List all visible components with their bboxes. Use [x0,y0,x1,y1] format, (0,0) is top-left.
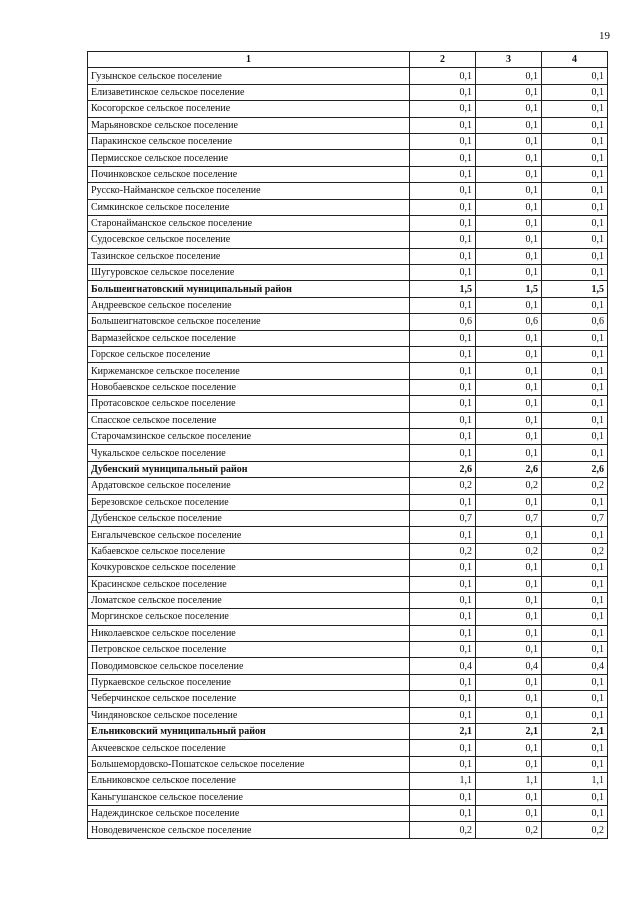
table-header-row [88,52,608,68]
row-name-cell: Чукальское сельское поселение [88,445,410,461]
row-value-col2: 0,1 [410,592,476,608]
row-value-col4: 0,1 [542,625,608,641]
row-value-col4: 0,1 [542,805,608,821]
row-name-cell: Каньгушанское сельское поселение [88,789,410,805]
row-value-col4: 0,1 [542,232,608,248]
row-value-col2: 0,1 [410,494,476,510]
row-name-cell: Андреевское сельское поселение [88,297,410,313]
row-value-col3: 0,1 [476,330,542,346]
table-row [88,773,608,789]
row-value-col3: 0,1 [476,625,542,641]
row-value-col2: 0,2 [410,478,476,494]
row-value-col4: 0,1 [542,248,608,264]
row-name-cell: Ардатовское сельское поселение [88,478,410,494]
table-row [88,84,608,100]
row-name-cell: Петровское сельское поселение [88,642,410,658]
table-row [88,396,608,412]
table-row [88,740,608,756]
row-value-col2: 0,1 [410,379,476,395]
row-value-col2: 0,1 [410,265,476,281]
district-row [88,724,608,740]
row-name-cell: Старонайманское сельское поселение [88,215,410,231]
row-value-col4: 0,2 [542,822,608,838]
row-value-col2: 0,1 [410,707,476,723]
table-row [88,133,608,149]
row-value-col3: 0,2 [476,543,542,559]
row-value-col2: 0,1 [410,330,476,346]
column-header-2: 2 [410,52,476,68]
row-value-col3: 0,1 [476,445,542,461]
row-name-cell: Кочкуровское сельское поселение [88,560,410,576]
row-value-col2: 0,1 [410,297,476,313]
row-value-col4: 0,1 [542,691,608,707]
row-value-col4: 0,1 [542,707,608,723]
row-value-col2: 0,1 [410,805,476,821]
row-value-col3: 0,1 [476,560,542,576]
row-value-col3: 0,1 [476,133,542,149]
row-value-col2: 0,1 [410,183,476,199]
row-value-col4: 2,1 [542,724,608,740]
row-name-cell: Акчеевское сельское поселение [88,740,410,756]
row-value-col4: 0,1 [542,133,608,149]
table-row [88,412,608,428]
row-value-col4: 0,1 [542,592,608,608]
row-value-col4: 0,1 [542,183,608,199]
table-row [88,330,608,346]
table-row [88,68,608,84]
row-value-col4: 0,1 [542,428,608,444]
row-value-col3: 0,1 [476,150,542,166]
table-row [88,117,608,133]
row-name-cell: Чеберчинское сельское поселение [88,691,410,707]
row-value-col3: 0,1 [476,347,542,363]
row-value-col2: 0,7 [410,510,476,526]
row-value-col4: 0,1 [542,347,608,363]
row-name-cell: Чиндяновское сельское поселение [88,707,410,723]
table-row [88,248,608,264]
row-value-col4: 0,2 [542,478,608,494]
row-value-col4: 1,5 [542,281,608,297]
row-value-col4: 0,1 [542,379,608,395]
row-name-cell: Ломатское сельское поселение [88,592,410,608]
row-name-cell: Дубенский муниципальный район [88,461,410,477]
row-name-cell: Шугуровское сельское поселение [88,265,410,281]
row-name-cell: Большеигнатовский муниципальный район [88,281,410,297]
row-value-col2: 0,1 [410,789,476,805]
table-row [88,265,608,281]
district-row [88,461,608,477]
row-value-col4: 0,1 [542,265,608,281]
row-value-col4: 1,1 [542,773,608,789]
row-value-col2: 0,1 [410,674,476,690]
row-value-col2: 0,1 [410,68,476,84]
row-value-col4: 0,1 [542,494,608,510]
row-value-col2: 0,1 [410,232,476,248]
row-value-col3: 0,1 [476,297,542,313]
row-value-col4: 0,1 [542,527,608,543]
row-value-col4: 0,1 [542,297,608,313]
table-row [88,215,608,231]
row-value-col3: 0,1 [476,101,542,117]
table-row [88,642,608,658]
row-value-col3: 0,1 [476,379,542,395]
row-value-col3: 0,1 [476,166,542,182]
row-value-col4: 0,1 [542,199,608,215]
table-row [88,428,608,444]
row-name-cell: Протасовское сельское поселение [88,396,410,412]
row-value-col4: 0,1 [542,215,608,231]
table-row [88,510,608,526]
row-value-col2: 0,1 [410,215,476,231]
table-row [88,560,608,576]
row-value-col2: 0,1 [410,560,476,576]
row-value-col4: 0,4 [542,658,608,674]
row-value-col3: 0,1 [476,609,542,625]
row-value-col3: 2,6 [476,461,542,477]
row-value-col2: 0,1 [410,412,476,428]
row-value-col4: 0,1 [542,166,608,182]
row-value-col3: 1,1 [476,773,542,789]
row-value-col2: 0,1 [410,625,476,641]
table-row [88,379,608,395]
row-value-col2: 1,5 [410,281,476,297]
row-name-cell: Поводимовское сельское поселение [88,658,410,674]
row-value-col4: 0,1 [542,101,608,117]
row-value-col3: 0,1 [476,183,542,199]
row-value-col3: 0,1 [476,428,542,444]
row-value-col4: 0,1 [542,674,608,690]
row-value-col3: 0,1 [476,642,542,658]
row-value-col3: 0,6 [476,314,542,330]
row-value-col3: 0,4 [476,658,542,674]
row-value-col4: 0,7 [542,510,608,526]
row-value-col4: 0,1 [542,150,608,166]
row-value-col3: 0,1 [476,691,542,707]
row-value-col4: 0,1 [542,84,608,100]
row-value-col2: 0,1 [410,84,476,100]
row-value-col4: 0,1 [542,609,608,625]
row-name-cell: Починковское сельское поселение [88,166,410,182]
table-row [88,314,608,330]
row-value-col3: 0,1 [476,232,542,248]
row-name-cell: Судосевское сельское поселение [88,232,410,248]
row-name-cell: Надеждинское сельское поселение [88,805,410,821]
row-name-cell: Ельниковский муниципальный район [88,724,410,740]
row-value-col2: 0,1 [410,101,476,117]
row-value-col2: 0,1 [410,740,476,756]
row-value-col3: 0,2 [476,478,542,494]
table-row [88,232,608,248]
row-value-col3: 0,1 [476,576,542,592]
row-name-cell: Кабаевское сельское поселение [88,543,410,559]
row-value-col2: 2,1 [410,724,476,740]
row-value-col2: 2,6 [410,461,476,477]
row-name-cell: Николаевское сельское поселение [88,625,410,641]
row-value-col3: 0,2 [476,822,542,838]
table-row [88,822,608,838]
table-row [88,805,608,821]
data-table [87,51,608,839]
row-value-col4: 0,1 [542,412,608,428]
row-value-col2: 0,1 [410,133,476,149]
table-body [88,68,608,838]
table-row [88,707,608,723]
row-name-cell: Пермисское сельское поселение [88,150,410,166]
table-row [88,658,608,674]
row-value-col4: 0,1 [542,642,608,658]
row-value-col3: 0,1 [476,84,542,100]
row-name-cell: Старочамзинское сельское поселение [88,428,410,444]
row-value-col3: 0,1 [476,592,542,608]
row-name-cell: Елизаветинское сельское поселение [88,84,410,100]
row-name-cell: Симкинское сельское поселение [88,199,410,215]
row-value-col3: 0,1 [476,756,542,772]
row-name-cell: Пуркаевское сельское поселение [88,674,410,690]
row-value-col2: 0,4 [410,658,476,674]
row-value-col3: 1,5 [476,281,542,297]
table-row [88,592,608,608]
row-value-col4: 0,1 [542,363,608,379]
row-value-col2: 0,1 [410,347,476,363]
row-value-col2: 0,1 [410,642,476,658]
row-name-cell: Дубенское сельское поселение [88,510,410,526]
row-value-col2: 0,1 [410,166,476,182]
table-row [88,150,608,166]
row-value-col2: 0,1 [410,117,476,133]
row-value-col4: 0,1 [542,560,608,576]
row-name-cell: Новобаевское сельское поселение [88,379,410,395]
row-value-col4: 0,2 [542,543,608,559]
row-value-col2: 0,1 [410,691,476,707]
table-row [88,445,608,461]
district-row [88,281,608,297]
row-value-col3: 0,1 [476,265,542,281]
row-value-col3: 0,1 [476,740,542,756]
table-row [88,527,608,543]
row-name-cell: Косогорское сельское поселение [88,101,410,117]
row-name-cell: Спасское сельское поселение [88,412,410,428]
row-value-col4: 0,1 [542,576,608,592]
page-number: 19 [599,30,610,42]
row-value-col2: 0,6 [410,314,476,330]
table-row [88,674,608,690]
row-value-col4: 0,1 [542,396,608,412]
row-value-col4: 0,1 [542,330,608,346]
row-value-col3: 0,1 [476,674,542,690]
row-value-col3: 0,1 [476,396,542,412]
row-value-col3: 0,1 [476,527,542,543]
row-value-col4: 0,1 [542,68,608,84]
row-value-col3: 0,1 [476,494,542,510]
row-value-col4: 0,1 [542,445,608,461]
row-name-cell: Ельниковское сельское поселение [88,773,410,789]
row-value-col2: 0,1 [410,396,476,412]
table-row [88,691,608,707]
table-row [88,347,608,363]
row-name-cell: Новодевиченское сельское поселение [88,822,410,838]
row-name-cell: Паракинское сельское поселение [88,133,410,149]
table-row [88,494,608,510]
column-header-3: 3 [476,52,542,68]
table-row [88,101,608,117]
row-value-col2: 0,1 [410,150,476,166]
row-value-col4: 0,1 [542,756,608,772]
row-value-col3: 0,7 [476,510,542,526]
row-value-col4: 2,6 [542,461,608,477]
row-value-col3: 0,1 [476,412,542,428]
row-value-col2: 0,1 [410,576,476,592]
row-value-col3: 0,1 [476,117,542,133]
row-value-col2: 0,1 [410,527,476,543]
row-name-cell: Тазинское сельское поселение [88,248,410,264]
row-value-col3: 0,1 [476,199,542,215]
row-value-col4: 0,1 [542,117,608,133]
row-name-cell: Русско-Найманское сельское поселение [88,183,410,199]
table-row [88,478,608,494]
row-name-cell: Гузынское сельское поселение [88,68,410,84]
row-value-col4: 0,6 [542,314,608,330]
row-name-cell: Марьяновское сельское поселение [88,117,410,133]
row-value-col3: 0,1 [476,789,542,805]
row-name-cell: Вармазейское сельское поселение [88,330,410,346]
row-name-cell: Березовское сельское поселение [88,494,410,510]
row-value-col2: 0,1 [410,199,476,215]
row-value-col2: 0,2 [410,543,476,559]
row-value-col2: 0,1 [410,756,476,772]
row-value-col4: 0,1 [542,789,608,805]
row-value-col2: 0,1 [410,609,476,625]
table-row [88,543,608,559]
table-row [88,789,608,805]
table-row [88,363,608,379]
row-name-cell: Енгалычевское сельское поселение [88,527,410,543]
row-value-col2: 0,1 [410,445,476,461]
row-value-col2: 0,1 [410,428,476,444]
row-value-col2: 1,1 [410,773,476,789]
table-row [88,183,608,199]
row-value-col3: 0,1 [476,805,542,821]
row-value-col3: 0,1 [476,707,542,723]
column-header-4: 4 [542,52,608,68]
row-value-col3: 0,1 [476,68,542,84]
row-name-cell: Киржеманское сельское поселение [88,363,410,379]
table-row [88,756,608,772]
row-value-col3: 2,1 [476,724,542,740]
table-row [88,166,608,182]
table-row [88,297,608,313]
row-name-cell: Большеигнатовское сельское поселение [88,314,410,330]
table-row [88,625,608,641]
row-name-cell: Большемордовско-Пошатское сельское поселение [88,756,410,772]
row-value-col3: 0,1 [476,248,542,264]
row-value-col2: 0,1 [410,248,476,264]
column-header-1: 1 [88,52,410,68]
row-name-cell: Горское сельское поселение [88,347,410,363]
row-value-col3: 0,1 [476,215,542,231]
row-value-col2: 0,2 [410,822,476,838]
row-name-cell: Моргинское сельское поселение [88,609,410,625]
row-value-col3: 0,1 [476,363,542,379]
table-row [88,199,608,215]
row-name-cell: Красинское сельское поселение [88,576,410,592]
row-value-col4: 0,1 [542,740,608,756]
row-value-col2: 0,1 [410,363,476,379]
table-row [88,609,608,625]
table-row [88,576,608,592]
